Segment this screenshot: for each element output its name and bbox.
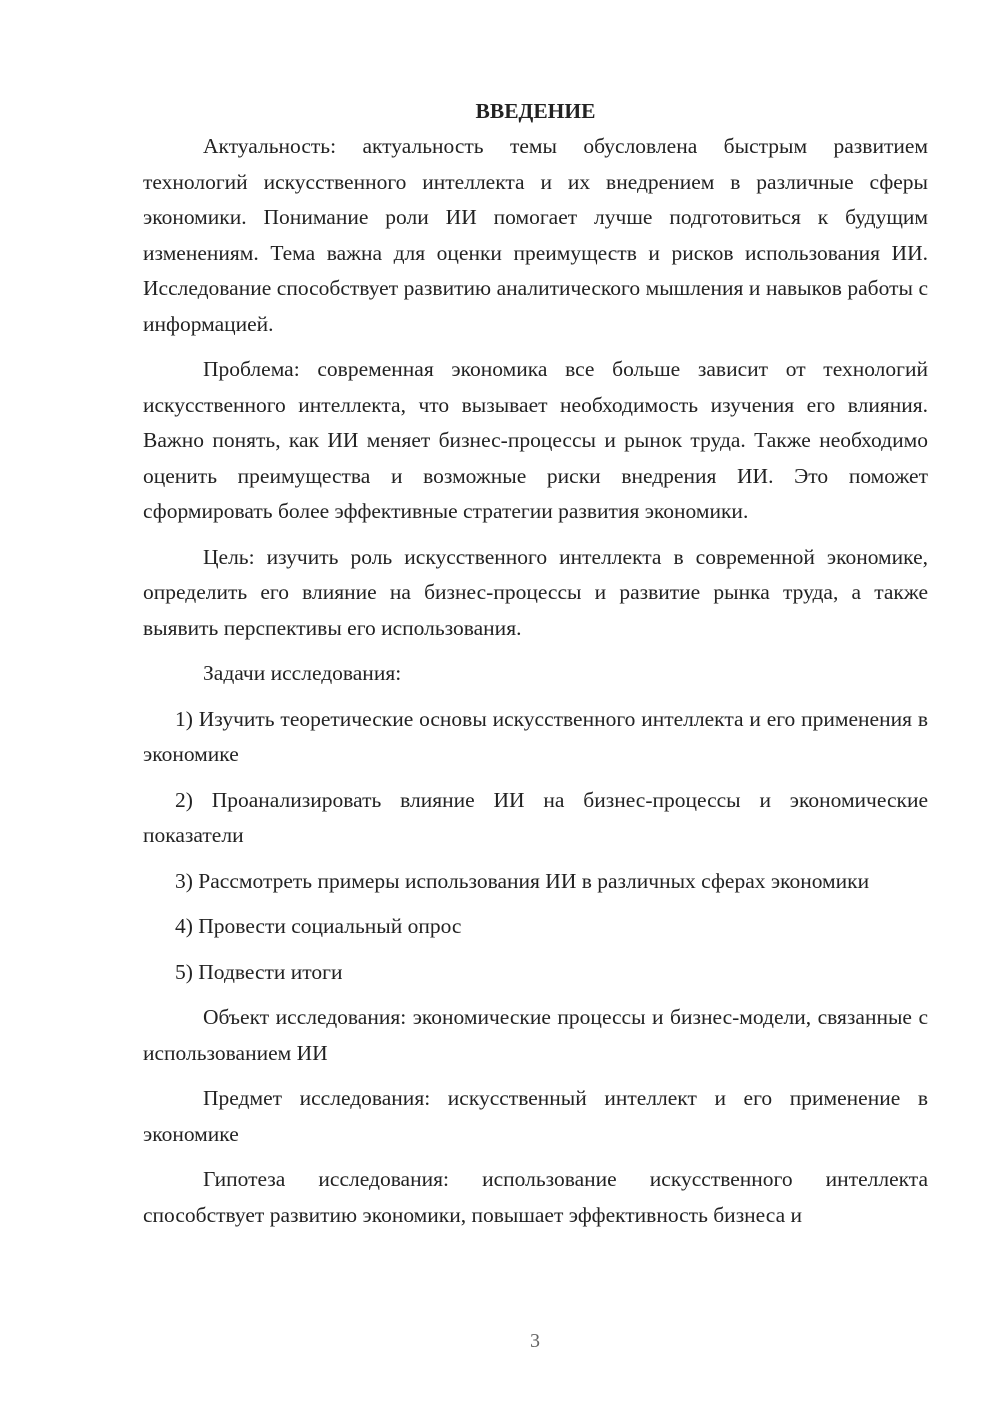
task-item: 5) Подвести итоги — [175, 959, 343, 984]
page-number: 3 — [530, 1330, 540, 1352]
goal-paragraph: Цель: изучить роль искусственного интеллекта в современной экономике, определить его влияние на бизнес-процессы и развитие рынка труда, а также выявить перспективы его использования. — [143, 544, 928, 640]
tasks-heading: Задачи исследования: — [203, 661, 402, 685]
task-item: 2) Проанализировать влияние ИИ на бизнес-процессы и экономические показатели — [143, 787, 928, 847]
object-paragraph: Объект исследования: экономические процессы и бизнес-модели, связанные с использованием ИИ — [143, 1005, 928, 1065]
task-item: 3) Рассмотреть примеры использования ИИ в различных сферах экономики — [175, 868, 870, 893]
task-item: 4) Провести социальный опрос — [175, 914, 462, 938]
document-body — [143, 96, 928, 1233]
hypothesis-paragraph: Гипотеза исследования: использование искусственного интеллекта способствует развитию экономики, повышает эффективность бизнеса и — [143, 1167, 928, 1227]
problem-paragraph: Проблема: современная экономика все больше зависит от технологий искусственного интеллекта, что вызывает необходимость изучения его влияния. Важно понять, как ИИ меняет бизнес-процессы и рынок труда. Также необходимо оценить преимущества и возможные риски внедрения ИИ. Это поможет сформировать более эффективные стратегии развития экономики. — [143, 357, 928, 523]
task-item: 1) Изучить теоретические основы искусственного интеллекта и его применения в экономике — [143, 706, 928, 766]
relevance-paragraph: Актуальность: актуальность темы обусловлена быстрым развитием технологий искусственного интеллекта и их внедрением в различные сферы экономики. Понимание роли ИИ помогает лучше подготовиться к будущим изменениям. Тема важна для оценки преимуществ и рисков использования ИИ. Исследование способствует развитию аналитического мышления и навыков работы с информацией. — [143, 134, 928, 336]
subject-paragraph: Предмет исследования: искусственный интеллект и его применение в экономике — [143, 1086, 928, 1146]
section-title: ВВЕДЕНИЕ — [475, 99, 596, 123]
